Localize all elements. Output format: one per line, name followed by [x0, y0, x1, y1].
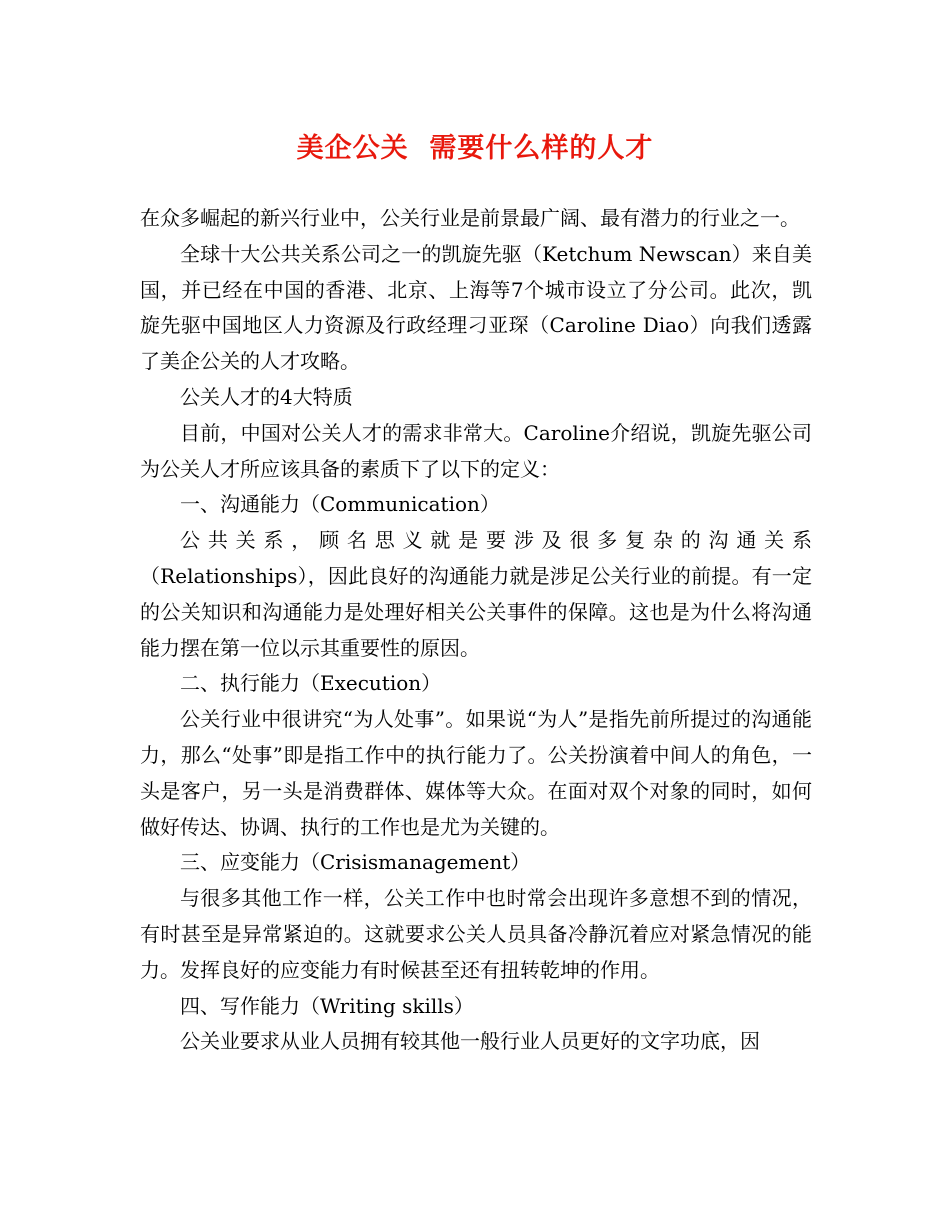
- section-heading: 二、执行能力（Execution）: [180, 671, 442, 696]
- paragraph: 公关行业中很讲究“为人处事”。如果说“为人”是指先前所提过的沟通能力，那么“处事”即是指工作中的执行能力了。公关扮演着中间人的角色，一头是客户，另一头是消费群体、媒体等大众。在面对双个对象的同时，如何做好传达、协调、执行的工作也是尤为关键的。: [140, 707, 812, 839]
- paragraph: 公共关系，顾名思义就是要涉及很多复杂的沟通关系（Relationships），因此良好的沟通能力就是涉足公关行业的前提。有一定的公关知识和沟通能力是处理好相关公关事件的保障。这也是为什么将沟通能力摆在第一位以示其重要性的原因。: [140, 528, 812, 660]
- paragraph: 目前，中国对公关人才的需求非常大。Caroline介绍说，凯旋先驱公司为公关人才所应该具备的素质下了以下的定义：: [140, 420, 812, 481]
- section-heading: 三、应变能力（Crisismanagement）: [180, 850, 531, 875]
- paragraph: 全球十大公共关系公司之一的凯旋先驱（Ketchum Newscan）来自美国，并已经在中国的香港、北京、上海等7个城市设立了分公司。此次，凯旋先驱中国地区人力资源及行政经理刁亚琛（Caroline Diao）向我们透露了美企公关的人才攻略。: [140, 241, 812, 374]
- document-title: 美企公关 需要什么样的人才: [296, 133, 654, 164]
- paragraph: 与很多其他工作一样，公关工作中也时常会出现许多意想不到的情况，有时甚至是异常紧迫的。这就要求公关人员具备冷静沉着应对紧急情况的能力。发挥良好的应变能力有时候甚至还有扭转乾坤的作用。: [140, 886, 812, 982]
- section-heading: 公关人才的4大特质: [180, 384, 353, 409]
- section-heading: 四、写作能力（Writing skills）: [180, 993, 474, 1018]
- paragraph: 公关业要求从业人员拥有较其他一般行业人员更好的文字功底，因: [180, 1029, 760, 1054]
- document-body: [140, 201, 812, 1060]
- section-heading: 一、沟通能力（Communication）: [180, 492, 500, 517]
- paragraph: 在众多崛起的新兴行业中，公关行业是前景最广阔、最有潜力的行业之一。: [140, 206, 800, 230]
